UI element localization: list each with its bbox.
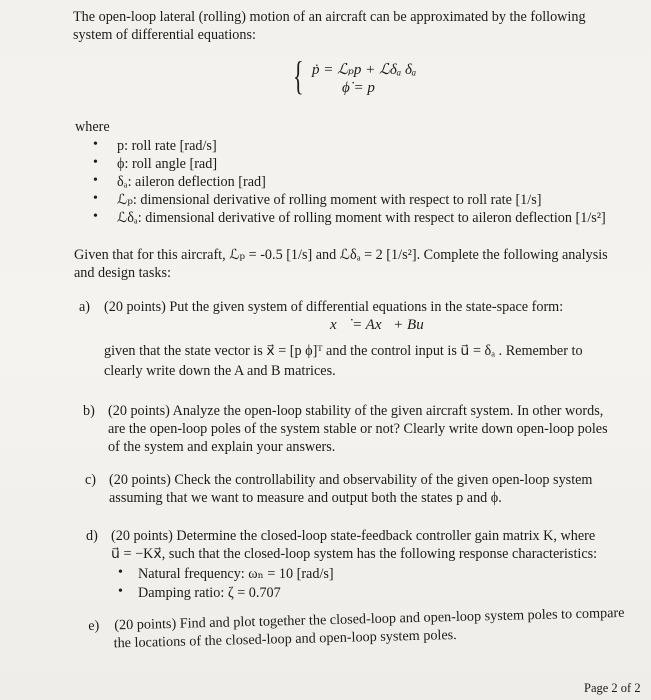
- bullet-icon: •: [93, 155, 98, 170]
- intro-line-1: The open-loop lateral (rolling) motion of an aircraft can be approximated by the following: [73, 9, 586, 25]
- task-d-line-1: (20 points) Determine the closed-loop state-feedback controller gain matrix K, where: [111, 528, 596, 544]
- damping-ratio: Damping ratio: ζ = 0.707: [138, 585, 281, 601]
- equation-roll-rate: ṗ = ℒₚp + ℒδₐ δₐ: [312, 62, 417, 78]
- task-b-line-2: are the open-loop poles of the system stable or not? Clearly write down open-loop poles: [108, 421, 608, 437]
- state-space-equation: x⃗̇ = Ax⃗+ Bu⃗: [330, 317, 436, 333]
- task-e-line-2: the locations of the closed-loop and open-loop system poles.: [113, 626, 457, 652]
- equation-brace: {: [293, 53, 304, 98]
- task-a-line-1: (20 points) Put the given system of differential equations in the state-space form:: [104, 299, 564, 315]
- task-c-line-1: (20 points) Check the controllability and observability of the given open-loop system: [109, 472, 593, 488]
- task-c-line-2: assuming that we want to measure and output both the states p and ϕ.: [109, 490, 502, 506]
- given-line-1: Given that for this aircraft, ℒₚ = -0.5 [1/s] and ℒδₐ = 2 [1/s²]. Complete the following analysis: [74, 247, 608, 263]
- task-a-line-2: given that the state vector is x⃗ = [p ϕ]ᵀ and the control input is u⃗ = δₐ . Remember to: [104, 343, 583, 359]
- bullet-icon: •: [93, 209, 98, 224]
- task-b-line-1: (20 points) Analyze the open-loop stability of the given aircraft system. In other words,: [108, 403, 604, 419]
- natural-frequency: Natural frequency: ωₙ = 10 [rad/s]: [138, 566, 334, 582]
- definition-roll-angle: ϕ: roll angle [rad]: [117, 156, 218, 172]
- bullet-icon: •: [118, 565, 123, 580]
- equation-roll-angle: ϕ̇ = p: [342, 80, 375, 96]
- definition-roll-rate: p: roll rate [rad/s]: [117, 138, 217, 154]
- given-line-2: and design tasks:: [74, 265, 171, 281]
- bullet-icon: •: [93, 137, 98, 152]
- task-b-label: b): [83, 403, 95, 419]
- task-e-block: [88, 604, 625, 653]
- bullet-icon: •: [118, 584, 123, 599]
- definition-ldelta: ℒδₐ: dimensional derivative of rolling moment with respect to aileron deflection [1/s²]: [117, 210, 606, 226]
- task-a-line-3: clearly write down the A and B matrices.: [104, 363, 336, 379]
- task-d-line-2: u⃗ = −Kx⃗, such that the closed-loop system has the following response characteristics:: [111, 546, 598, 562]
- bullet-icon: •: [93, 191, 98, 206]
- task-d-label: d): [86, 528, 98, 544]
- definition-lp: ℒₚ: dimensional derivative of rolling moment with respect to roll rate [1/s]: [117, 192, 542, 208]
- task-e-line-1: (20 points) Find and plot together the closed-loop and open-loop system poles to compare: [114, 604, 625, 634]
- bullet-icon: •: [93, 173, 98, 188]
- task-b-line-3: of the system and explain your answers.: [108, 439, 336, 455]
- task-e-label: e): [88, 617, 100, 634]
- task-a-label: a): [79, 299, 91, 315]
- task-c-label: c): [85, 472, 97, 488]
- page-number: Page 2 of 2: [584, 681, 641, 695]
- where-label: where: [75, 119, 110, 135]
- intro-line-2: system of differential equations:: [73, 27, 256, 43]
- definition-aileron: δₐ: aileron deflection [rad]: [117, 174, 266, 190]
